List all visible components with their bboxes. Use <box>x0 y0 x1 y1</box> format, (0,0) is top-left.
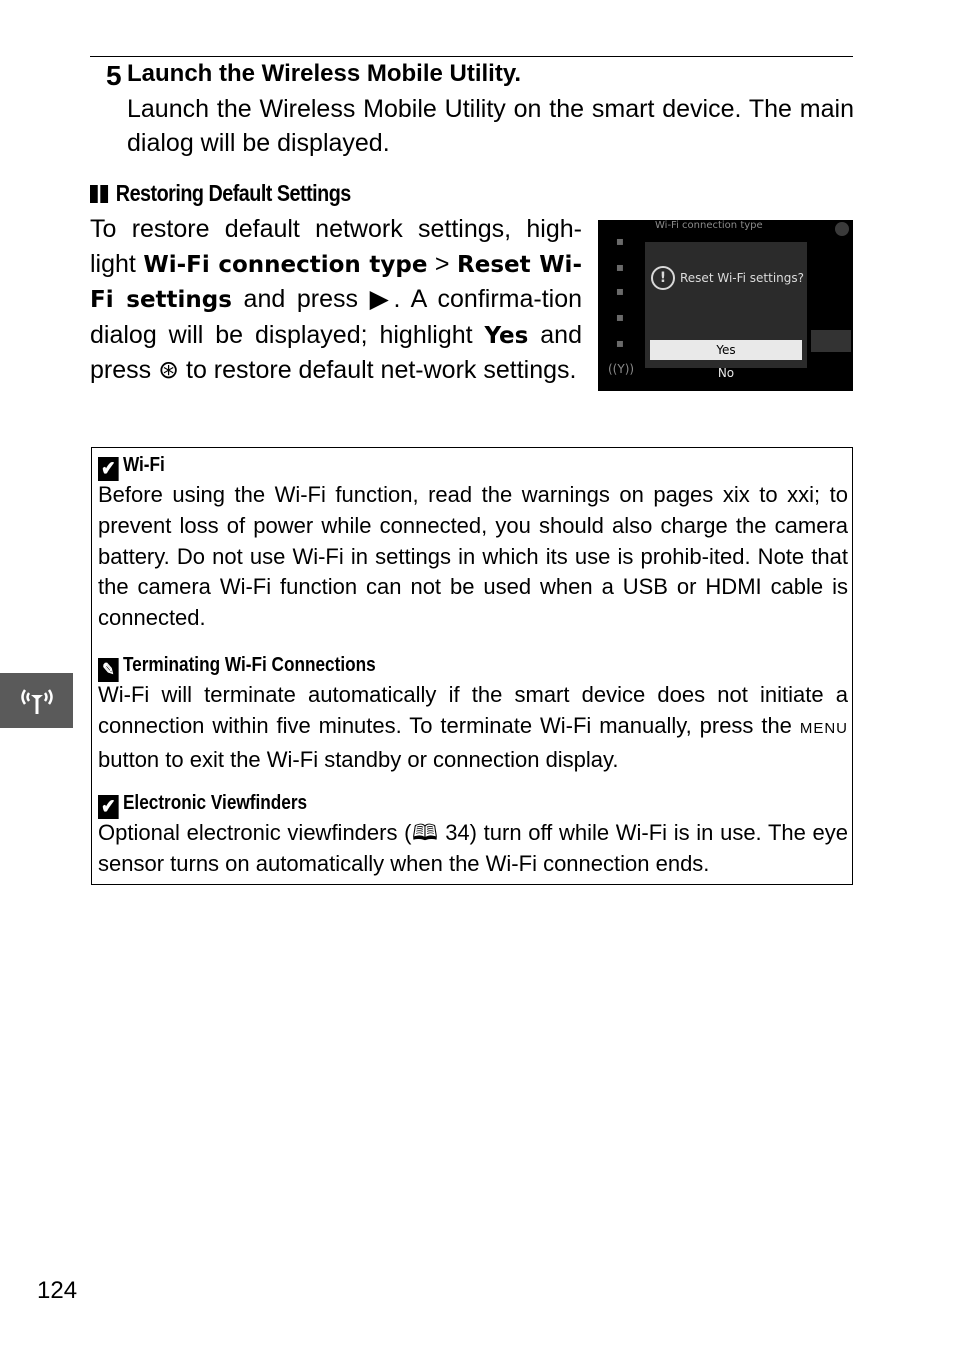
screen-header: Wi-Fi connection type <box>655 220 763 231</box>
section-title: Restoring Default Settings <box>115 180 351 206</box>
option-yes: Yes <box>484 322 529 349</box>
step-body: Launch the Wireless Mobile Utility on the smart device. The main dialog will be displayed. <box>127 95 854 157</box>
section-paragraph <box>90 212 582 388</box>
para-text-3: and press <box>90 320 582 385</box>
pencil-note-icon: ✎ <box>98 658 119 682</box>
note-title: Electronic Viewfinders <box>122 792 308 814</box>
step-number: 5 <box>106 60 122 91</box>
wifi-antenna-icon <box>0 673 73 728</box>
menu-separator: > <box>427 249 458 278</box>
menu-button-label: MENU <box>799 719 848 737</box>
note-heading-wifi <box>98 454 165 481</box>
dialog-yes-option: Yes <box>650 340 802 360</box>
note-body-wifi: Before using the Wi-Fi function, read the warnings on pages xix to xxi; to prevent loss of power while connected, you should also charge the camera battery. Do not use Wi-Fi in settings in which its use is prohib-ited. Note that the camera Wi-Fi function can not be used when a USB or HDMI cable is connected. <box>98 482 848 631</box>
confirm-dialog <box>645 242 807 380</box>
caution-check-icon: ✔ <box>98 457 119 481</box>
retouch-menu-icon: ▪ <box>615 336 625 350</box>
dialog-no-option: No <box>717 366 735 380</box>
note-text-b: button to exit the Wi-Fi standby or connection display. <box>98 746 619 772</box>
warning-icon: ! <box>651 266 675 290</box>
menu-item-reset-wifi-settings: Reset Wi-Fi settings <box>90 251 582 314</box>
dialog-question: Reset Wi-Fi settings? <box>680 271 805 285</box>
page-number: 124 <box>37 1277 78 1304</box>
note-heading-terminating <box>98 654 376 682</box>
custom-menu-icon: ▪ <box>615 284 625 298</box>
note-body-terminating <box>98 680 848 775</box>
note-body-evf: Optional electronic viewfinders (🕮 34) turn off while Wi-Fi is in use. The eye sensor turns on automatically when the Wi-Fi connection ends. <box>98 820 848 876</box>
menu-item-wifi-connection-type: Wi-Fi connection type <box>143 251 428 278</box>
note-text-a: Wi-Fi will terminate automatically if the smart device does not initiate a connection within five minutes. To terminate Wi-Fi manually, press the <box>98 682 848 738</box>
notes-box <box>91 447 853 885</box>
wifi-menu-icon: ((Y)) <box>608 362 635 376</box>
note-title: Terminating Wi-Fi Connections <box>122 654 376 676</box>
caution-check-icon: ✔ <box>98 795 119 819</box>
note-heading-evf <box>98 792 307 819</box>
step-title: Launch the Wireless Mobile Utility. <box>127 60 522 87</box>
section-marker-icon <box>90 180 111 207</box>
camera-screen-image <box>598 220 853 391</box>
playback-menu-icon: ▪ <box>615 234 625 248</box>
para-text-2: and press ▶. A confirma-tion dialog will be displayed; highlight <box>90 285 583 349</box>
section-heading <box>90 180 351 207</box>
screen-highlight-bar <box>811 330 851 352</box>
setup-menu-icon: ▪ <box>615 310 625 324</box>
para-text-1: To restore default network settings, high-light <box>90 215 582 278</box>
ok-button-icon: ⊛ <box>158 356 180 385</box>
note-title: Wi-Fi <box>122 454 165 476</box>
top-rule <box>90 56 853 57</box>
para-text-4: to restore default net-work settings. <box>179 356 577 385</box>
help-icon <box>835 222 849 236</box>
shooting-menu-icon: ▪ <box>615 260 625 274</box>
